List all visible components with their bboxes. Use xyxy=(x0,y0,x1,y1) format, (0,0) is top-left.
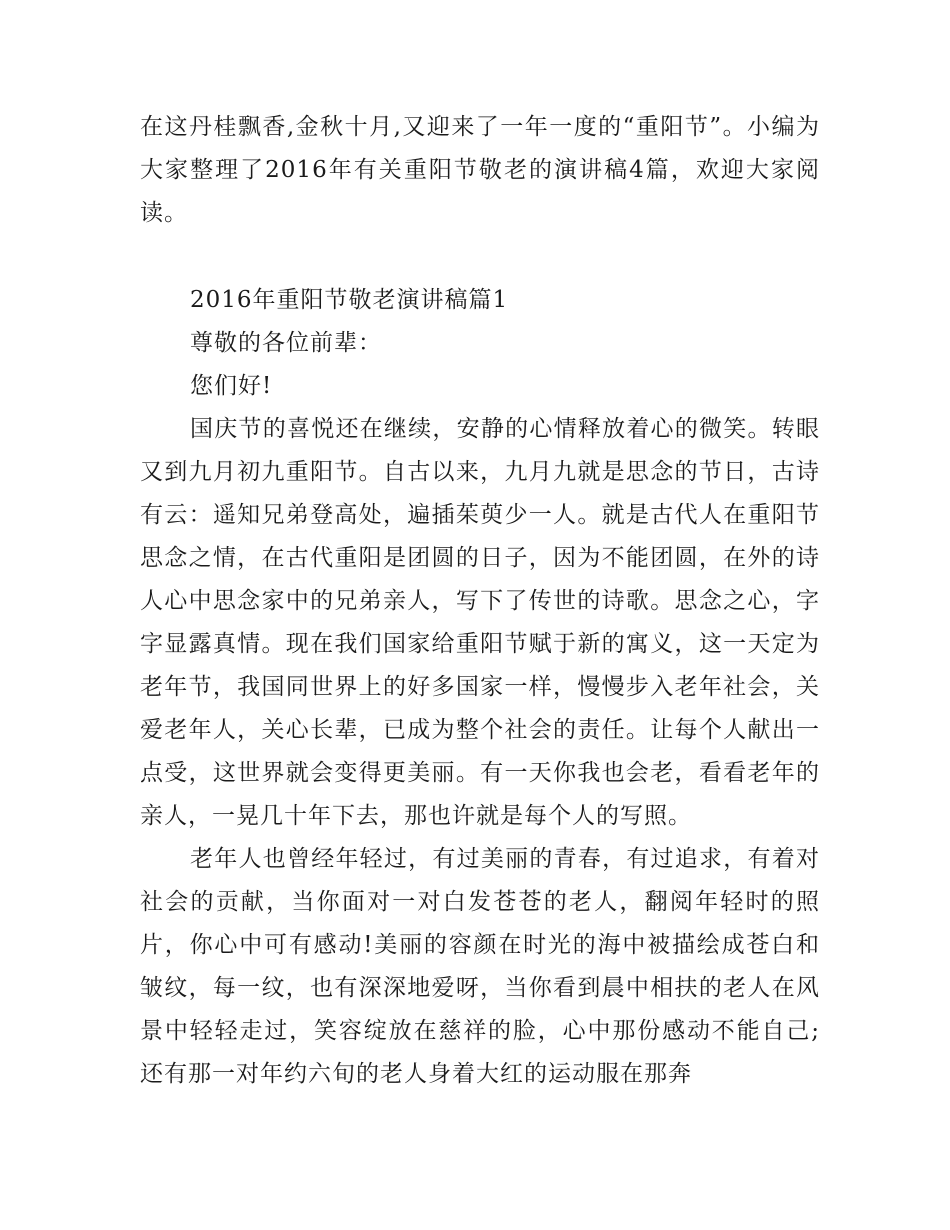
section-title: 2016年重阳节敬老演讲稿篇1 xyxy=(190,287,509,313)
intro-paragraph: 在这丹桂飘香,金秋十月,又迎来了一年一度的“重阳节”。小编为大家整理了2016年有关重阳节敬老的演讲稿4篇，欢迎大家阅读。 xyxy=(140,114,820,226)
intro-block xyxy=(140,106,820,235)
body-paragraph-1: 国庆节的喜悦还在继续，安静的心情释放着心的微笑。转眼又到九月初九重阳节。自古以来，九月九就是思念的节日，古诗有云：遥知兄弟登高处，遍插茱萸少一人。就是古代人在重阳节思念之情，在古代重阳是团圆的日子，因为不能团圆，在外的诗人心中思念家中的兄弟亲人，写下了传世的诗歌。思念之心，字字显露真情。现在我们国家给重阳节赋于新的寓义，这一天定为老年节，我国同世界上的好多国家一样，慢慢步入老年社会，关爱老年人，关心长辈，已成为整个社会的责任。让每个人献出一点受，这世界就会变得更美丽。有一天你我也会老，看看老年的亲人，一晃几十年下去，那也许就是每个人的写照。 xyxy=(140,416,820,829)
greeting: 您们好! xyxy=(190,373,273,399)
body-paragraph-2: 老年人也曾经年轻过，有过美丽的青春，有过追求，有着对社会的贡献，当你面对一对白发苍苍的老人，翻阅年轻时的照片，你心中可有感动!美丽的容颜在时光的海中被描绘成苍白和皱纹，每一纹，也有深深地爱呀，当你看到晨中相扶的老人在风景中轻轻走过，笑容绽放在慈祥的脸，心中那份感动不能自己;还有那一对年约六旬的老人身着大红的运动服在那奔 xyxy=(140,846,820,1087)
speech-body xyxy=(140,279,820,1096)
salutation: 尊敬的各位前辈： xyxy=(190,330,382,356)
